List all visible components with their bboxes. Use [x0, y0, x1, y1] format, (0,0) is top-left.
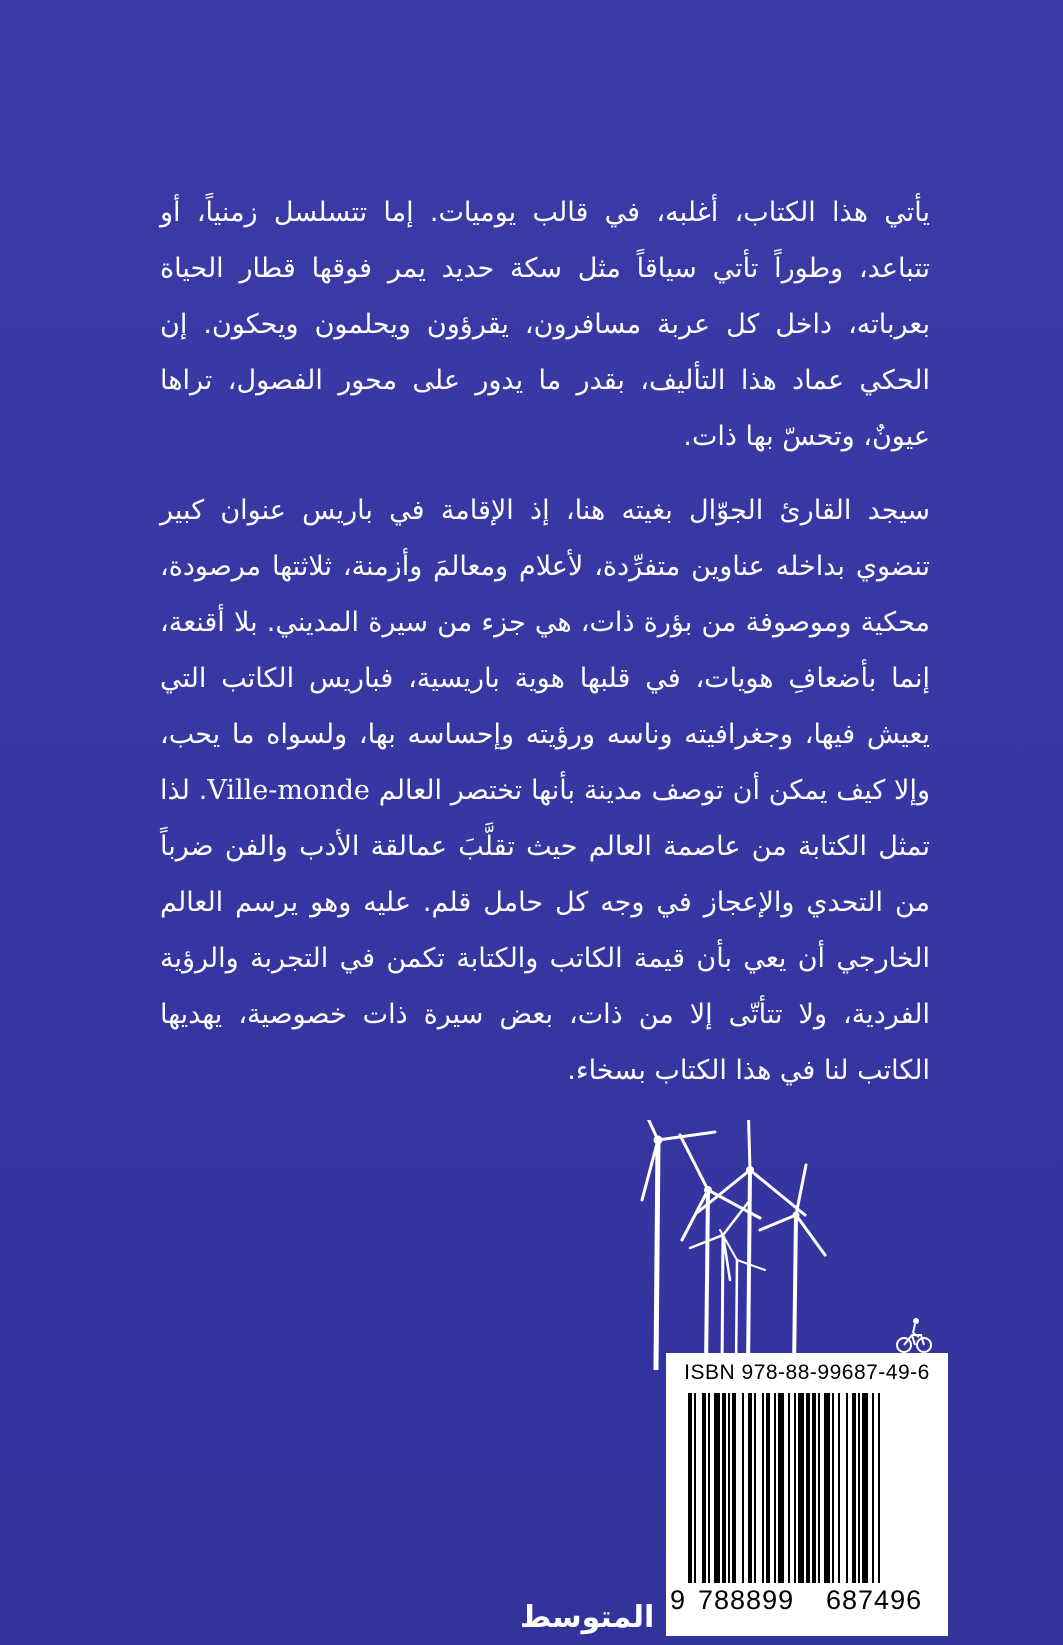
- blurb-line: تتباعد، وطوراً تأتي سياقاً مثل سكة حديد يمر فوقها قطار الحياة بعرباته،: [160, 253, 930, 340]
- blurb-line: محكية وموصوفة من بؤرة ذات، هي جزء من سيرة المديني. بلا أقنعة،: [160, 607, 930, 638]
- barcode-digits-right: 687496: [826, 1585, 923, 1615]
- barcode-bar: [708, 1393, 710, 1583]
- blurb-line: سيجد القارئ الجوّال بغيته هنا، إذ الإقامة في باريس عنوان كبير: [160, 495, 930, 526]
- barcode-bar: [846, 1393, 848, 1583]
- barcode-bar: [838, 1393, 840, 1583]
- barcode-bar: [722, 1393, 726, 1583]
- barcode-bar: [714, 1393, 720, 1583]
- blurb-paragraph-1: [160, 185, 930, 465]
- barcode-bar: [812, 1393, 816, 1583]
- publisher-logo: المتوسط: [520, 1600, 655, 1635]
- blurb-line: يأتي هذا الكتاب، أغلبه، في قالب يوميات. إما تتسلسل زمنياً، أو: [160, 197, 930, 228]
- blurb-line: التأليف، بقدر ما يدور على محور الفصول، تراها عيونٌ، وتحسّ بها ذات.: [160, 365, 930, 452]
- isbn-label: ISBN 978-88-99687-49-6: [684, 1361, 930, 1384]
- isbn-barcode-box: [666, 1353, 948, 1636]
- blurb-line: داخل كل عربة مسافرون، يقرؤون ويحلمون ويحكون. إن الحكي عماد هذا: [160, 309, 930, 396]
- cyclist-icon: [895, 1315, 933, 1355]
- barcode-bar: [748, 1393, 752, 1583]
- blurb-line: العالم الخارجي أن يعي بأن قيمة الكاتب والكتابة تكمن في التجربة: [160, 887, 930, 974]
- barcode-digits-left: 788899: [698, 1585, 795, 1615]
- blurb-line: إنما بأضعافِ هويات، في قلبها هوية باريسية، فباريس الكاتب التي: [160, 663, 930, 694]
- barcode-bar: [742, 1393, 744, 1583]
- barcode-bar: [852, 1393, 856, 1583]
- blurb-line: تنضوي بداخله عناوين متفرِّدة، لأعلام ومعالمَ وأزمنة، ثلاثتها مرصودة،: [160, 551, 930, 582]
- barcode-bar: [766, 1393, 770, 1583]
- blurb-line: يعيش فيها، وجغرافيته وناسه ورؤيته وإحساسه بها، ولسواه ما يحب،: [160, 719, 930, 750]
- blurb-line: والرؤية الفردية، ولا تتأتّى إلا من ذات، بعض سيرة ذات خصوصية، يهديها: [160, 943, 930, 1030]
- barcode-bar: [832, 1393, 834, 1583]
- blurb-line-part: .: [198, 775, 208, 806]
- barcode-bar: [788, 1393, 790, 1583]
- barcode-bar: [694, 1393, 696, 1583]
- barcode-bar: [806, 1393, 810, 1583]
- barcode-digits: [666, 1585, 948, 1625]
- barcode-bar: [702, 1393, 706, 1583]
- wind-turbines-illustration: [620, 1120, 940, 1370]
- barcode-bar: [774, 1393, 776, 1583]
- blurb-text: [160, 185, 930, 1099]
- barcode-bar: [762, 1393, 764, 1583]
- barcode-bar: [728, 1393, 730, 1583]
- blurb-line: لذا تمثل الكتابة من عاصمة العالم حيث تقلَّبَ عمالقة الأدب والفن: [160, 775, 930, 862]
- barcode-bar: [824, 1393, 830, 1583]
- barcode-digit-first: 9: [670, 1585, 686, 1615]
- barcode-bar: [862, 1393, 868, 1583]
- blurb-line-part: وإلا كيف يمكن أن توصف مدينة بأنها تختصر العالم: [378, 775, 930, 806]
- barcode-bar: [778, 1393, 784, 1583]
- barcode-bar: [858, 1393, 860, 1583]
- blurb-line: الكاتب لنا في هذا الكتاب بسخاء.: [567, 1055, 930, 1086]
- barcode-bar: [798, 1393, 804, 1583]
- barcode-bar: [794, 1393, 796, 1583]
- barcode-bar: [818, 1393, 820, 1583]
- blurb-line: ضرباً من التحدي والإعجاز في وجه كل حامل قلم. عليه وهو يرسم: [160, 831, 930, 918]
- barcode-bar: [872, 1393, 874, 1583]
- barcode-bar: [754, 1393, 756, 1583]
- barcode-bar: [688, 1393, 692, 1583]
- barcode-bar: [878, 1393, 880, 1583]
- blurb-paragraph-2: [160, 483, 930, 1099]
- barcode-bar: [732, 1393, 736, 1583]
- blurb-line-with-latin: [190, 775, 930, 806]
- barcode-icon: [686, 1393, 938, 1583]
- latin-term: Ville-monde: [207, 775, 370, 806]
